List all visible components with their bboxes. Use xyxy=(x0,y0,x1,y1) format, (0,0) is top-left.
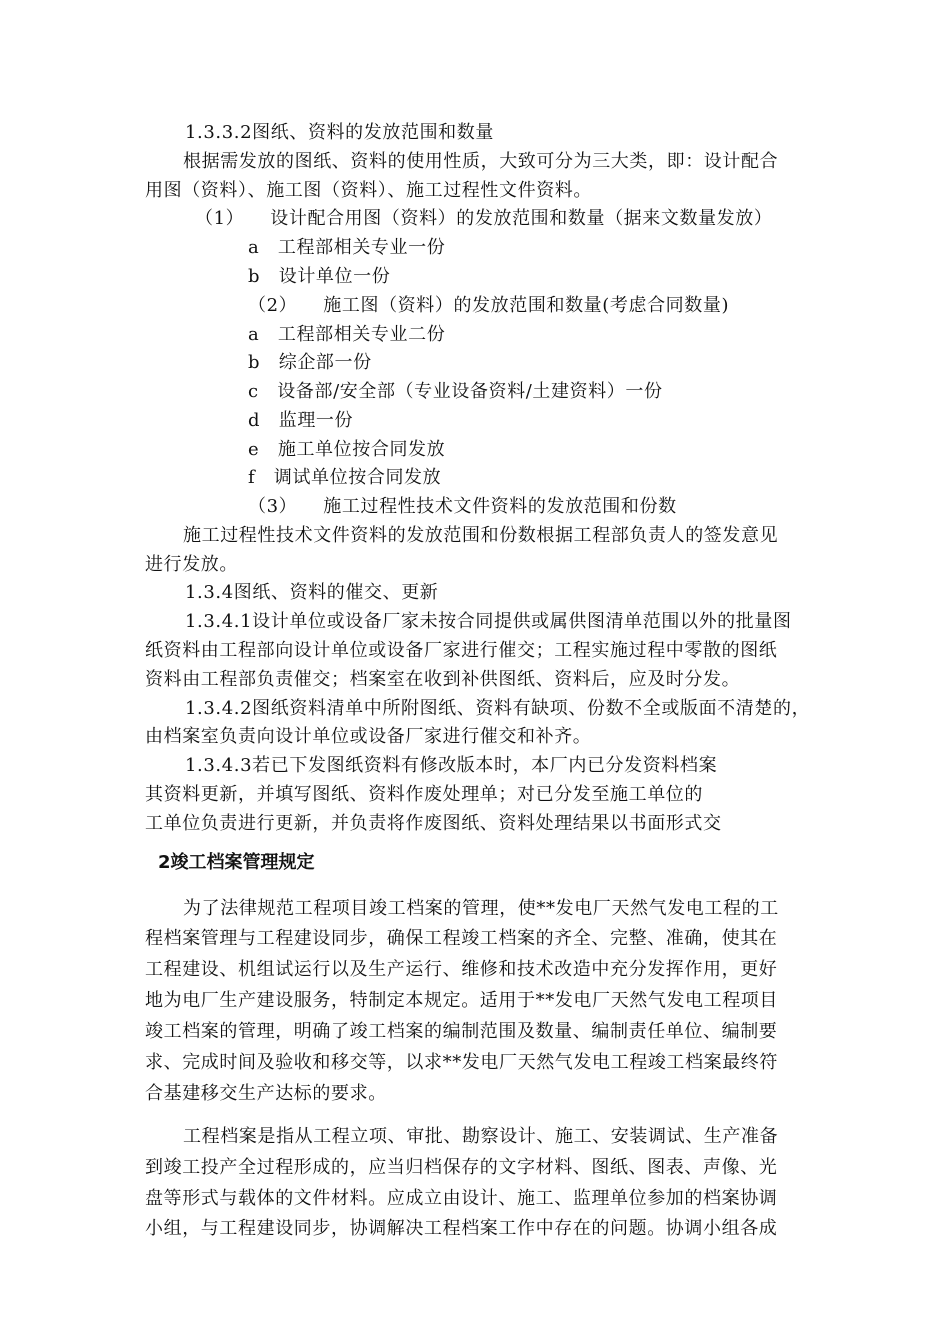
section-heading-2: 2竣工档案管理规定 xyxy=(158,852,315,873)
paragraph-line: 资料由工程部负责催交；档案室在收到补供图纸、资料后，应及时分发。 xyxy=(145,669,741,690)
paragraph-line: 纸资料由工程部向设计单位或设备厂家进行催交；工程实施过程中零散的图纸 xyxy=(145,640,778,661)
paragraph-line: 盘等形式与载体的文件材料。应成立由设计、施工、监理单位参加的档案协调 xyxy=(145,1188,778,1209)
list-item: a 工程部相关专业一份 xyxy=(248,237,446,258)
paragraph-line: 到竣工投产全过程形成的，应当归档保存的文字材料、图纸、图表、声像、光 xyxy=(145,1157,778,1178)
list-item: d 监理一份 xyxy=(248,410,354,431)
list-item-1 xyxy=(195,206,772,232)
paragraph-line: 小组，与工程建设同步，协调解决工程档案工作中存在的问题。协调小组各成 xyxy=(145,1218,778,1239)
paragraph-line: 工程档案是指从工程立项、审批、勘察设计、施工、安装调试、生产准备 xyxy=(183,1126,779,1147)
list-item: b 综企部一份 xyxy=(248,352,372,373)
list-text: 施工过程性技术文件资料的发放范围和份数 xyxy=(323,496,677,517)
paragraph-line-truncated: 工单位负责进行更新，并负责将作废图纸、资料处理结果以书面形式交 xyxy=(145,813,722,834)
list-item: a 工程部相关专业二份 xyxy=(248,324,446,345)
paragraph-line-truncated: 其资料更新，并填写图纸、资料作废处理单；对已分发至施工单位的 xyxy=(145,784,703,805)
paragraph-line: 施工过程性技术文件资料的发放范围和份数根据工程部负责人的签发意见 xyxy=(183,525,779,546)
list-item: b 设计单位一份 xyxy=(248,266,391,287)
paragraph-line: 1.3.4.1设计单位或设备厂家未按合同提供或属供图清单范围以外的批量图 xyxy=(185,611,792,632)
list-text: 施工图（资料）的发放范围和数量(考虑合同数量) xyxy=(323,295,730,316)
paragraph-line: 程档案管理与工程建设同步，确保工程竣工档案的齐全、完整、准确，使其在 xyxy=(145,928,778,949)
paragraph-line: 竣工档案的管理，明确了竣工档案的编制范围及数量、编制责任单位、编制要 xyxy=(145,1021,778,1042)
list-item-2 xyxy=(248,293,729,319)
section-heading-1-3-3-2: 1.3.3.2图纸、资料的发放范围和数量 xyxy=(185,122,494,143)
list-item: e 施工单位按合同发放 xyxy=(248,439,446,460)
paragraph-line-truncated: 1.3.4.3若已下发图纸资料有修改版本时，本厂内已分发资料档案 xyxy=(185,755,718,776)
paragraph-line: 用图（资料）、施工图（资料）、施工过程性文件资料。 xyxy=(145,180,592,201)
section-heading-1-3-4: 1.3.4图纸、资料的催交、更新 xyxy=(185,582,439,603)
paragraph-line: 进行发放。 xyxy=(145,554,238,575)
paragraph-line: 由档案室负责向设计单位或设备厂家进行催交和补齐。 xyxy=(145,726,592,747)
list-item-3 xyxy=(248,494,677,520)
list-number: （3） xyxy=(248,496,298,517)
paragraph-line: 根据需发放的图纸、资料的使用性质，大致可分为三大类，即：设计配合 xyxy=(183,151,779,172)
list-item: c 设备部/安全部（专业设备资料/土建资料）一份 xyxy=(248,381,663,402)
paragraph-line: 合基建移交生产达标的要求。 xyxy=(145,1083,387,1104)
paragraph-line: 地为电厂生产建设服务，特制定本规定。适用于**发电厂天然气发电工程项目 xyxy=(145,990,778,1011)
list-text: 设计配合用图（资料）的发放范围和数量（据来文数量发放） xyxy=(270,208,773,229)
paragraph-line: 工程建设、机组试运行以及生产运行、维修和技术改造中充分发挥作用，更好 xyxy=(145,959,778,980)
paragraph-line: 1.3.4.2图纸资料清单中所附图纸、资料有缺项、份数不全或版面不清楚的， xyxy=(185,698,811,719)
paragraph-line: 为了法律规范工程项目竣工档案的管理，使**发电厂天然气发电工程的工 xyxy=(183,898,779,919)
paragraph-line: 求、完成时间及验收和移交等，以求**发电厂天然气发电工程竣工档案最终符 xyxy=(145,1052,778,1073)
list-item: f 调试单位按合同发放 xyxy=(248,467,442,488)
list-number: （1） xyxy=(195,208,245,229)
list-number: （2） xyxy=(248,295,298,316)
